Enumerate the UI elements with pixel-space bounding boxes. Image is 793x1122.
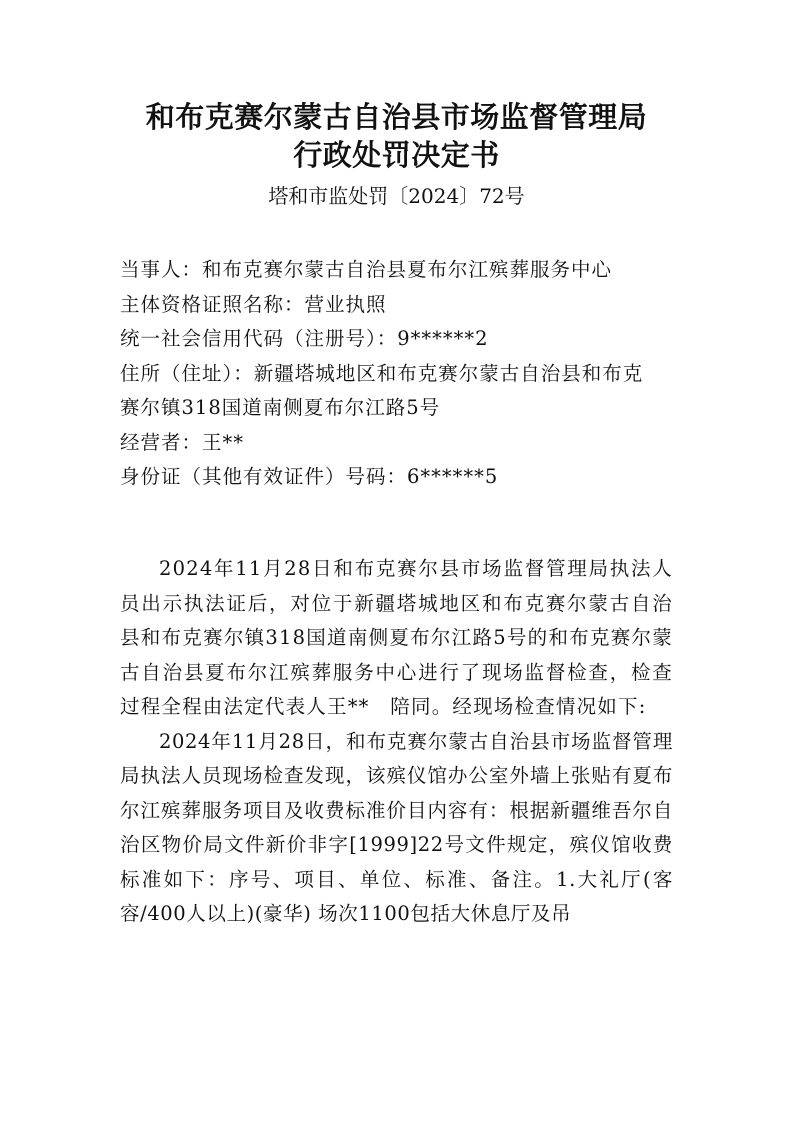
address-line-1: 住所（住址）：新疆塔城地区和布克赛尔蒙古自治县和布克 xyxy=(120,361,644,385)
license-name: 主体资格证照名称：营业执照 xyxy=(120,292,387,316)
document-title-type: 行政处罚决定书 xyxy=(293,138,500,172)
operator-name: 经营者：王** xyxy=(120,430,245,454)
paragraph-inspection: 2024年11月28日和布克赛尔县市场监督管理局执法人员出示执法证后，对位于新疆塔城地区和布克赛尔蒙古自治县和布克赛尔镇318国道南侧夏布尔江路5号的和布克赛尔蒙古自治县夏布尔江殡葬服务中心进行了现场监督检查，检查过程全程由法定代表人王** 陪同。经现场检查情况如下: xyxy=(120,557,673,718)
address-line-2: 赛尔镇318国道南侧夏布尔江路5号 xyxy=(120,396,441,419)
id-number: 身份证（其他有效证件）号码：6******5 xyxy=(120,465,499,488)
party-name: 当事人：和布克赛尔蒙古自治县夏布尔江殡葬服务中心 xyxy=(120,258,613,281)
document-number: 塔和市监处罚〔2024〕72号 xyxy=(268,184,525,208)
document-title-authority: 和布克赛尔蒙古自治县市场监督管理局 xyxy=(145,100,648,134)
paragraph-findings: 2024年11月28日，和布克赛尔蒙古自治县市场监督管理局执法人员现场检查发现，该殡仪馆办公室外墙上张贴有夏布尔江殡葬服务项目及收费标准价目内容有：根据新疆维吾尔自治区物价局文件新价非字[1999]22号文件规定，殡仪馆收费标准如下：序号、项目、单位、标准、备注。1.大礼厅(客容/400人以上)(豪华) 场次1100包括大休息厅及吊 xyxy=(120,729,673,925)
party-info-block xyxy=(120,253,690,495)
credit-code: 统一社会信用代码（注册号）：9******2 xyxy=(120,327,489,350)
document-body xyxy=(120,552,673,932)
